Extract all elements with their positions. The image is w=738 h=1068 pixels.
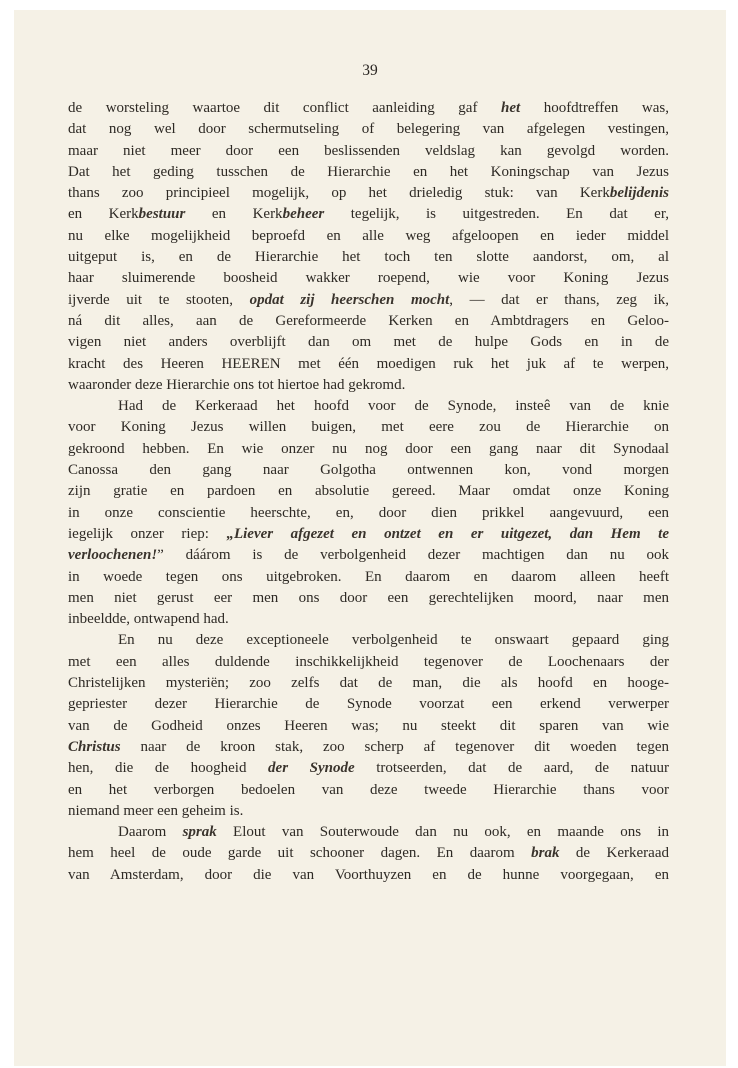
text-line <box>68 673 669 694</box>
text-run: ijverde uit te stooten, <box>68 291 250 308</box>
paragraph <box>68 396 669 630</box>
text-run: vigen niet anders overblijft dan om met de hulpe Gods en in de <box>68 334 669 351</box>
text-run: en Kerk <box>68 206 139 223</box>
text-run: hen, die de hoogheid <box>68 760 269 777</box>
emphasis-text: bestuur <box>138 206 186 223</box>
text-line <box>68 822 669 843</box>
text-run: Christelijken mysteriën; zoo zelfs dat de man, die als hoofd en hooge- <box>68 675 669 692</box>
text-line <box>68 481 669 502</box>
text-run: tegelijk, is uitgestreden. En dat er, <box>324 206 669 223</box>
text-run: hoofdtreffen was, <box>520 100 669 116</box>
emphasis-text: sprak <box>182 824 217 841</box>
text-run: kracht des Heeren HEEREN met één moedigen ruk het juk af te werpen, <box>68 355 669 372</box>
emphasis-text: belijdenis <box>609 185 669 202</box>
text-line <box>68 162 669 183</box>
text-run: en Kerk <box>185 206 283 223</box>
text-line <box>68 737 669 758</box>
text-run: naar de kroon stak, zoo scherp af tegenover dit woeden tegen <box>120 738 669 755</box>
emphasis-text: verloochenen! <box>68 547 158 564</box>
text-run: ” dáárom is de verbolgenheid dezer machtigen dan nu ook <box>157 547 669 564</box>
emphasis-text: der Synode <box>268 760 355 777</box>
text-run: En nu deze exceptioneele verbolgenheid te onswaart gepaard ging <box>118 632 669 649</box>
text-run: zijn gratie en pardoen en absolutie gereed. Maar omdat onze Koning <box>68 483 669 500</box>
text-run: van de Godheid onzes Heeren was; nu steekt dit sparen van wie <box>68 717 669 734</box>
text-run: , — dat er thans, zeg ik, <box>449 291 670 308</box>
text-run: hem heel de oude garde uit schooner dagen. En daarom <box>68 845 532 862</box>
text-line <box>68 396 669 417</box>
text-run: Daarom <box>118 824 183 841</box>
emphasis-text: brak <box>531 845 560 862</box>
text-run: met een alles duldende inschikkelijkheid tegenover de Loochenaars der <box>68 653 669 670</box>
text-line <box>68 417 669 438</box>
text-line <box>68 843 669 864</box>
text-run: in woede tegen ons uitgebroken. En daarom en daarom alleen heeft <box>68 568 669 585</box>
emphasis-text: „Liever afgezet en ontzet en er uitgezet, dan Hem te <box>226 525 669 542</box>
text-line <box>68 332 669 353</box>
text-line <box>68 98 669 119</box>
text-line <box>68 290 669 311</box>
text-run: en het verborgen bedoelen van deze tweede Hierarchie thans voor <box>68 781 669 798</box>
text-line <box>68 865 669 886</box>
text-run: Dat het geding tusschen de Hierarchie en het Koningschap van Jezus <box>68 163 669 180</box>
text-line <box>68 311 669 332</box>
text-line <box>68 247 669 268</box>
text-line <box>68 226 669 247</box>
text-run: trotseerden, dat de aard, de natuur <box>354 760 669 777</box>
text-line <box>68 268 669 289</box>
page-number: 39 <box>362 62 378 79</box>
text-run: haar sluimerende boosheid wakker roepend, wie voor Koning Jezus <box>68 270 669 287</box>
text-line <box>68 354 669 375</box>
text-line <box>68 630 669 651</box>
paragraph <box>68 98 669 396</box>
text-run: de worsteling waartoe dit conflict aanleiding gaf <box>68 100 501 116</box>
text-run: Had de Kerkeraad het hoofd voor de Synode, insteê van de knie <box>118 398 669 415</box>
text-run: in onze conscientie heerschte, en, door dien prikkel aangevuurd, een <box>68 504 669 521</box>
emphasis-text: opdat zij heerschen mocht <box>249 291 450 308</box>
text-run: inbeeldde, ontwapend had. <box>68 611 229 628</box>
text-line <box>68 460 669 481</box>
text-line <box>68 119 669 140</box>
text-line <box>68 694 669 715</box>
text-line <box>68 503 669 524</box>
text-run: de Kerkeraad <box>559 845 669 862</box>
text-line <box>68 801 669 822</box>
text-line <box>68 652 669 673</box>
emphasis-text: Christus <box>68 738 121 755</box>
text-run: dat nog wel door schermutseling of belegering van afgelegen vestingen, <box>68 121 669 138</box>
text-line <box>68 716 669 737</box>
text-run: Elout van Souterwoude dan nu ook, en maande ons in <box>216 824 669 841</box>
text-line <box>68 375 669 396</box>
paragraph <box>68 822 669 886</box>
text-run: thans zoo principieel mogelijk, op het drieledig stuk: van Kerk <box>68 185 610 202</box>
book-page <box>14 10 726 1066</box>
text-line <box>68 758 669 779</box>
text-line <box>68 524 669 545</box>
text-run: maar niet meer door een beslissenden veldslag kan gevolgd worden. <box>68 142 669 159</box>
text-line <box>68 204 669 225</box>
text-run: men niet gerust eer men ons door een gerechtelijken moord, naar men <box>68 589 669 606</box>
text-line <box>68 439 669 460</box>
paragraph <box>68 630 669 822</box>
body-text <box>68 98 669 886</box>
text-run: uitgeput is, en de Hierarchie het toch ten slotte aandorst, om, al <box>68 249 669 266</box>
text-run: iegelijk onzer riep: <box>68 525 227 542</box>
text-run: niemand meer een geheim is. <box>68 802 244 819</box>
text-line <box>68 609 669 630</box>
emphasis-text: beheer <box>282 206 325 223</box>
text-run: Canossa den gang naar Golgotha ontwennen kon, vond morgen <box>68 462 669 479</box>
text-run: ná dit alles, aan de Gereformeerde Kerken en Ambtdragers en Geloo- <box>68 312 669 329</box>
emphasis-text: het <box>500 100 521 116</box>
text-run: waaronder deze Hierarchie ons tot hiertoe had gekromd. <box>68 376 406 393</box>
text-line <box>68 183 669 204</box>
text-run: nu elke mogelijkheid beproefd en alle weg afgeloopen en ieder middel <box>68 227 669 244</box>
text-line <box>68 567 669 588</box>
text-line <box>68 141 669 162</box>
text-line <box>68 780 669 801</box>
text-run: gepriester dezer Hierarchie de Synode voorzat een erkend verwerper <box>68 696 669 713</box>
text-run: gekroond hebben. En wie onzer nu nog door een gang naar dit Synodaal <box>68 440 669 457</box>
text-run: van Amsterdam, door die van Voorthuyzen en de hunne voorgegaan, en <box>68 866 669 883</box>
text-line <box>68 545 669 566</box>
text-run: voor Koning Jezus willen buigen, met eere zou de Hierarchie on <box>68 419 669 436</box>
text-line <box>68 588 669 609</box>
